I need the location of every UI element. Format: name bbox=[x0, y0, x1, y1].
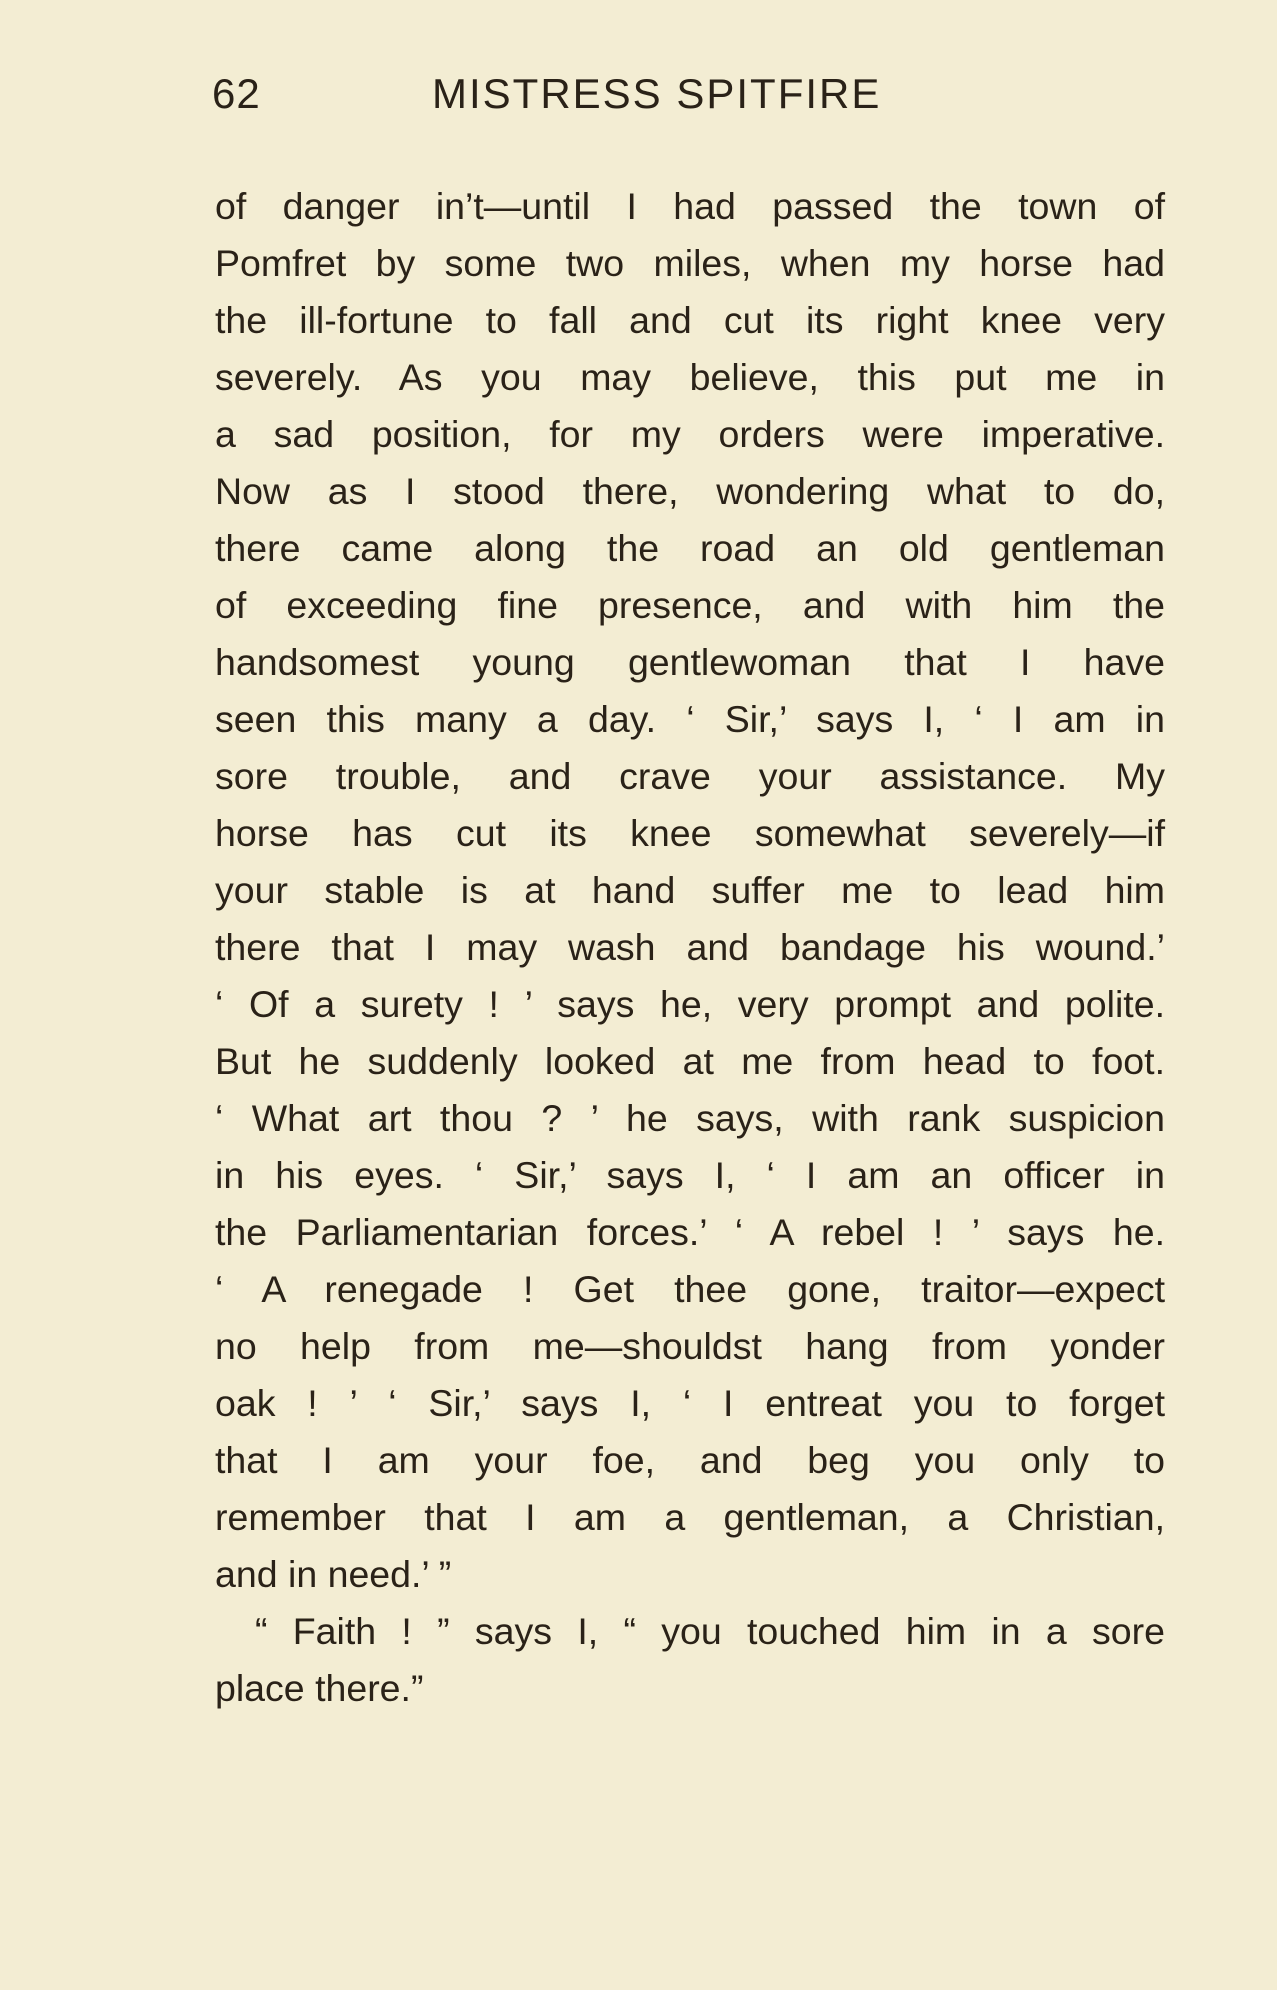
text-line: of exceeding fine presence, and with him the bbox=[215, 584, 1165, 626]
body-text bbox=[215, 178, 1165, 1717]
text-line: no help from me—shouldst hang from yonder bbox=[215, 1325, 1165, 1367]
text-line: and in need.’ ” bbox=[215, 1553, 452, 1595]
text-line: the Parliamentarian forces.’ ‘ A rebel ! ’ says he. bbox=[215, 1211, 1165, 1253]
text-line: of danger in’t—until I had passed the town of bbox=[215, 185, 1165, 227]
text-line: a sad position, for my orders were imperative. bbox=[215, 413, 1165, 455]
text-line: Pomfret by some two miles, when my horse had bbox=[215, 242, 1165, 284]
text-line: there that I may wash and bandage his wound.’ bbox=[215, 926, 1165, 968]
running-title: MISTRESS SPITFIRE bbox=[432, 70, 882, 117]
text-line: sore trouble, and crave your assistance. My bbox=[215, 755, 1165, 797]
text-line: “ Faith ! ” says I, “ you touched him in a sore bbox=[255, 1610, 1165, 1652]
text-line: Now as I stood there, wondering what to do, bbox=[215, 470, 1165, 512]
text-line: horse has cut its knee somewhat severely—if bbox=[215, 812, 1165, 854]
running-head bbox=[212, 70, 1165, 130]
text-line: the ill-fortune to fall and cut its right knee very bbox=[215, 299, 1165, 341]
text-line: place there.” bbox=[215, 1667, 424, 1709]
text-line: But he suddenly looked at me from head to foot. bbox=[215, 1040, 1165, 1082]
text-line: severely. As you may believe, this put me in bbox=[215, 356, 1165, 398]
page-number: 62 bbox=[212, 70, 261, 117]
text-line: that I am your foe, and beg you only to bbox=[215, 1439, 1165, 1481]
text-line: seen this many a day. ‘ Sir,’ says I, ‘ I am in bbox=[215, 698, 1165, 740]
text-line: remember that I am a gentleman, a Christian, bbox=[215, 1496, 1165, 1538]
text-line: your stable is at hand suffer me to lead him bbox=[215, 869, 1165, 911]
text-line: ‘ What art thou ? ’ he says, with rank suspicion bbox=[215, 1097, 1165, 1139]
text-line: ‘ Of a surety ! ’ says he, very prompt and polite. bbox=[215, 983, 1165, 1025]
text-line: there came along the road an old gentleman bbox=[215, 527, 1165, 569]
text-line: in his eyes. ‘ Sir,’ says I, ‘ I am an officer in bbox=[215, 1154, 1165, 1196]
text-line: ‘ A renegade ! Get thee gone, traitor—expect bbox=[215, 1268, 1165, 1310]
text-line: handsomest young gentlewoman that I have bbox=[215, 641, 1165, 683]
text-line: oak ! ’ ‘ Sir,’ says I, ‘ I entreat you to forget bbox=[215, 1382, 1165, 1424]
